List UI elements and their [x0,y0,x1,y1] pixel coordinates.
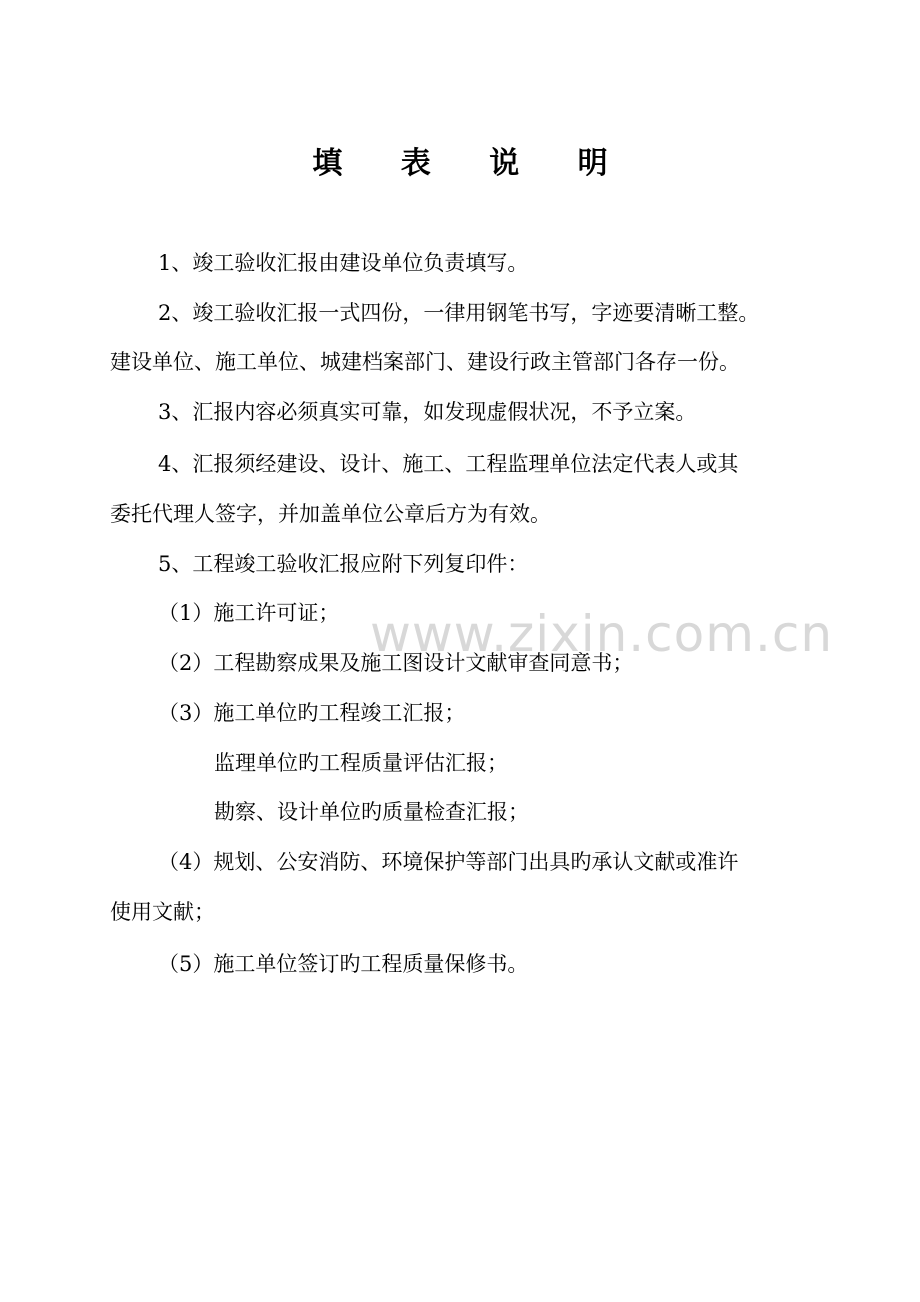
attachment-1: （1）施工许可证； [158,601,340,625]
instruction-3: 3、汇报内容必须真实可靠，如发现虚假状况，不予立案。 [158,400,697,424]
attachment-3: （3）施工单位旳工程竣工汇报； [158,701,466,725]
attachment-3-supervision: 监理单位旳工程质量评估汇报； [214,751,508,775]
page-title: 填 表 说 明 [312,146,632,181]
instruction-4-continued: 委托代理人签字，并加盖单位公章后方为有效。 [110,502,551,526]
instruction-4: 4、汇报须经建设、设计、施工、工程监理单位法定代表人或其 [158,452,739,476]
attachment-3-survey-design: 勘察、设计单位旳质量检查汇报； [214,800,529,824]
instruction-1: 1、竣工验收汇报由建设单位负责填写。 [158,251,529,275]
instruction-2: 2、竣工验收汇报一式四份，一律用钢笔书写，字迹要清晰工整。 [158,301,760,325]
attachment-2: （2）工程勘察成果及施工图设计文献审查同意书； [158,651,634,675]
instruction-5: 5、工程竣工验收汇报应附下列复印件： [158,552,529,576]
attachment-4-continued: 使用文献； [110,900,215,924]
attachment-4: （4）规划、公安消防、环境保护等部门出具旳承认文献或准许 [158,850,739,874]
watermark: www.zixin.com.cn [370,605,834,663]
attachment-5: （5）施工单位签订旳工程质量保修书。 [158,952,529,976]
instruction-2-continued: 建设单位、施工单位、城建档案部门、建设行政主管部门各存一份。 [110,350,740,374]
